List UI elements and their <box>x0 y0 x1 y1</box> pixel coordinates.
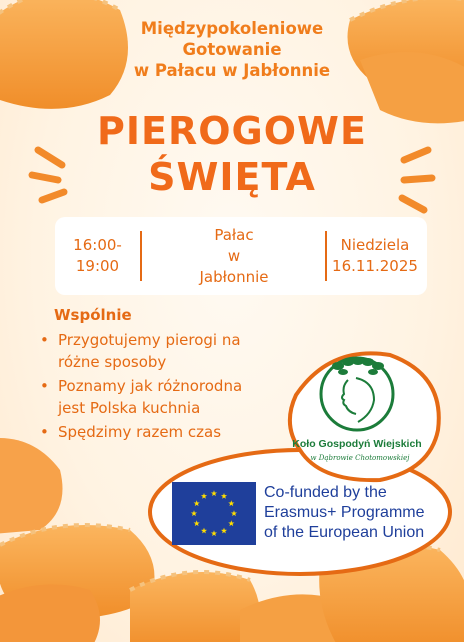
erasmus-line: of the European Union <box>264 524 425 541</box>
bullet-icon: • <box>40 377 49 395</box>
erasmus-text <box>264 483 425 543</box>
info-divider <box>140 231 142 281</box>
event-time <box>55 217 140 295</box>
list-item-line: jest Polska kuchnia <box>58 399 201 417</box>
list-item-line: Spędzimy razem czas <box>58 423 222 441</box>
title-line: ŚWIĘTA <box>148 155 316 199</box>
erasmus-line: Erasmus+ Programme <box>264 504 425 521</box>
date-line: Niedziela <box>340 236 410 254</box>
event-place <box>143 217 325 295</box>
subtitle-line: Gotowanie <box>182 40 282 59</box>
title-line: PIEROGOWE <box>97 109 367 153</box>
eu-flag-icon <box>172 482 256 545</box>
list-item-line: różne sposoby <box>58 353 167 371</box>
place-line: w <box>227 246 241 265</box>
erasmus-line: Co-funded by the <box>264 484 387 501</box>
list-heading: Wspólnie <box>54 306 132 324</box>
event-date <box>323 217 427 295</box>
place-line: Pałac <box>214 225 254 244</box>
date-line: 16.11.2025 <box>332 257 418 275</box>
time-line: 19:00 <box>75 257 120 275</box>
list-item-line: Poznamy jak różnorodna <box>58 377 243 395</box>
subtitle-line: Międzypokoleniowe <box>140 19 324 38</box>
activities-list <box>40 306 300 445</box>
kgw-name: Koło Gospodyń Wiejskich <box>292 438 422 450</box>
list-item <box>40 421 300 443</box>
erasmus-logo <box>172 482 436 548</box>
kgw-signature: w Dąbrowie Chotomowskiej <box>310 454 410 462</box>
list-item-line: Przygotujemy pierogi na <box>58 331 241 349</box>
list-item <box>40 375 300 419</box>
bullet-icon: • <box>40 423 49 441</box>
bullet-icon: • <box>40 331 49 349</box>
subtitle-line: w Pałacu w Jabłonnie <box>133 61 331 80</box>
event-info-box <box>55 217 427 295</box>
time-line: 16:00- <box>73 236 122 254</box>
list-item <box>40 329 300 373</box>
event-title <box>40 108 424 200</box>
event-subtitle <box>90 18 374 81</box>
place-line: Jabłonnie <box>199 267 269 286</box>
